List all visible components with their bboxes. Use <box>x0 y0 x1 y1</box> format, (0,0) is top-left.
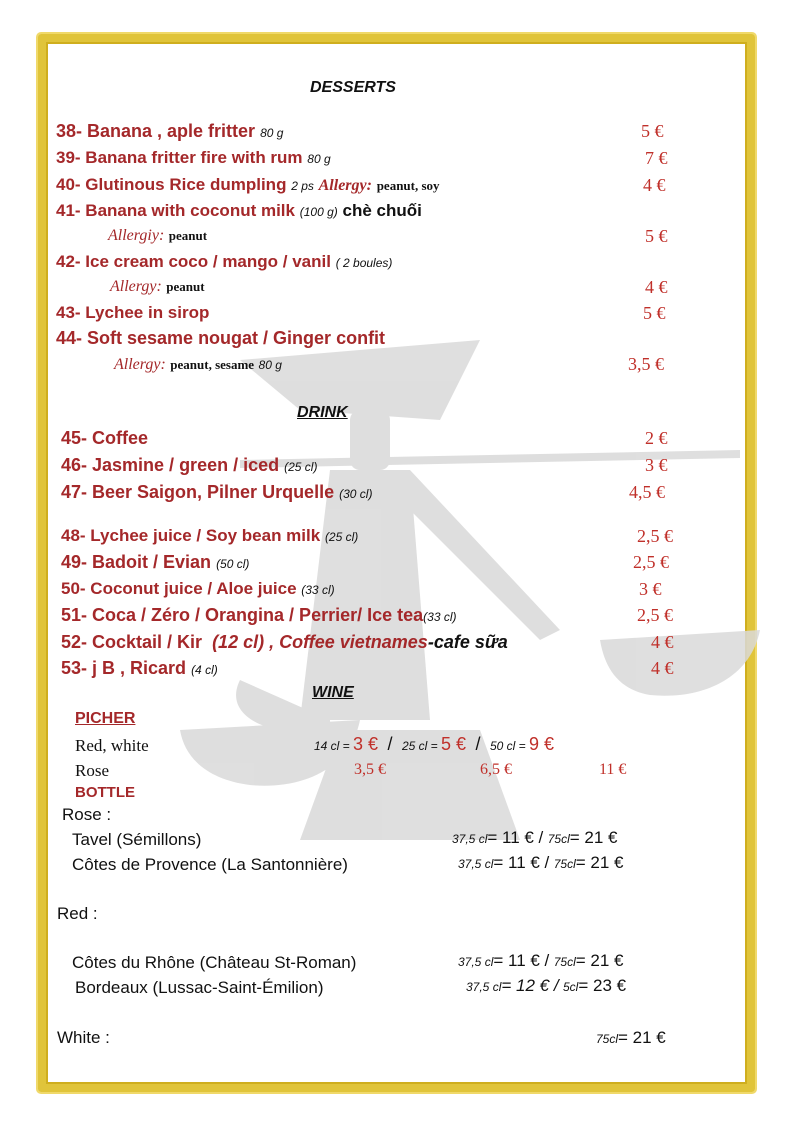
item-name: 41- Banana with coconut milk <box>56 201 295 220</box>
price-full: = 23 € <box>578 976 627 995</box>
item-name: 44- Soft sesame nougat / Ginger confit <box>56 328 386 348</box>
price-half: = 11 € / <box>487 828 544 847</box>
price-48: 2,5 € <box>637 526 673 546</box>
picher-rose-price-2: 6,5 € <box>480 761 512 778</box>
allergy-text: peanut, soy <box>376 178 440 193</box>
item-qty: 80 g <box>307 152 331 166</box>
item-qty: (25 cl) <box>284 460 318 474</box>
menu-item-42 <box>56 252 392 272</box>
price-half: = 12 € / <box>501 976 559 995</box>
item-name: 39- Banana fritter fire with rum <box>56 148 303 167</box>
item-qty: (100 g) <box>299 205 338 219</box>
bottle-heading: BOTTLE <box>75 784 135 801</box>
allergy-label: Allergy: <box>114 356 166 373</box>
wine-bordeaux: Bordeaux (Lussac-Saint-Émilion) <box>75 978 324 997</box>
item-note: chè chuối <box>342 201 422 220</box>
allergy-label: Allergy: <box>110 278 162 295</box>
qty-full: 75cl <box>553 857 576 871</box>
price-47: 4,5 € <box>629 482 665 502</box>
price-43: 5 € <box>643 303 666 323</box>
item-qty: 80 g <box>260 126 284 140</box>
menu-item-44 <box>56 328 385 349</box>
picher-rose-label: Rose <box>75 761 109 780</box>
price-52: 4 € <box>651 632 674 652</box>
price-38: 5 € <box>641 121 664 141</box>
qty-full: 75cl <box>547 832 570 846</box>
price-full: = 21 € <box>575 853 624 872</box>
picher-heading: PICHER <box>75 710 136 727</box>
menu-item-51 <box>61 605 457 626</box>
item-qty: (4 cl) <box>191 663 218 677</box>
item-extra-vn: -cafe sữa <box>427 632 508 652</box>
item-name: 43- Lychee in sirop <box>56 303 210 322</box>
item-qty: 80 g <box>258 358 282 372</box>
price-51: 2,5 € <box>637 605 673 625</box>
item-extra: (12 cl) , Coffee vietnames <box>212 632 428 652</box>
price-25cl: 5 € <box>441 734 467 754</box>
price-half: = 11 € / <box>493 951 550 970</box>
wine-cotes-provence: Côtes de Provence (La Santonnière) <box>72 855 348 874</box>
menu-item-40 <box>56 175 440 195</box>
allergy-41 <box>108 227 207 245</box>
menu-item-46 <box>61 455 317 476</box>
item-qty: (30 cl) <box>339 487 373 501</box>
wine-tavel: Tavel (Sémillons) <box>72 830 202 849</box>
price-full: = 21 € <box>618 1028 666 1047</box>
qty-25cl: 25 cl = <box>401 739 442 753</box>
picher-rose-price-3: 11 € <box>599 761 627 778</box>
price-full: = 21 € <box>575 951 624 970</box>
item-name: 40- Glutinous Rice dumpling <box>56 175 287 194</box>
drink-heading: DRINK <box>297 404 348 421</box>
menu-item-53 <box>61 658 218 679</box>
item-name: 50- Coconut juice / Aloe juice <box>61 579 297 598</box>
item-name: 46- Jasmine / green / iced <box>61 455 280 475</box>
menu-item-38 <box>56 121 283 142</box>
menu-item-48 <box>61 526 358 546</box>
item-qty: (33 cl) <box>301 583 335 597</box>
wine-bordeaux-prices <box>466 976 626 996</box>
wine-cotes-rhone-prices <box>458 951 624 971</box>
allergy-label: Allergy: <box>318 177 372 194</box>
wine-tavel-prices <box>452 828 618 848</box>
allergy-text: peanut, sesame <box>170 357 255 372</box>
item-name: 38- Banana , aple fritter <box>56 121 256 141</box>
price-14cl: 3 € <box>353 734 379 754</box>
qty-half: 37,5 cl <box>458 955 494 969</box>
menu-item-45 <box>61 428 148 449</box>
rose-label: Rose : <box>62 805 112 824</box>
qty-half: 37,5 cl <box>458 857 494 871</box>
item-name: 42- Ice cream coco / mango / vanil <box>56 252 331 271</box>
item-qty: (33 cl) <box>423 610 457 624</box>
item-qty: (50 cl) <box>216 557 250 571</box>
price-full: = 21 € <box>569 828 618 847</box>
item-name: 47- Beer Saigon, Pilner Urquelle <box>61 482 335 502</box>
menu-item-41 <box>56 201 422 221</box>
allergy-label: Allergiy: <box>108 227 165 244</box>
menu-item-39 <box>56 148 331 168</box>
desserts-heading: DESSERTS <box>310 79 396 96</box>
menu-item-47 <box>61 482 372 503</box>
item-qty: 2 ps <box>291 179 314 193</box>
price-41: 5 € <box>645 226 668 246</box>
price-half: = 11 € / <box>493 853 550 872</box>
qty-14cl: 14 cl = <box>314 739 354 753</box>
item-name: 45- Coffee <box>61 428 149 448</box>
red-label: Red : <box>57 904 98 923</box>
allergy-text: peanut <box>166 279 205 294</box>
price-40: 4 € <box>643 175 666 195</box>
wine-heading: WINE <box>312 684 354 701</box>
menu-item-43 <box>56 303 209 323</box>
wine-white-price <box>596 1028 666 1048</box>
picher-red-white-label: Red, white <box>75 736 149 755</box>
item-qty: ( 2 boules) <box>335 256 393 270</box>
menu-item-52 <box>61 632 508 653</box>
white-label: White : <box>57 1028 110 1047</box>
item-name: 53- j B , Ricard <box>61 658 187 678</box>
item-qty: (25 cl) <box>324 530 359 544</box>
item-name: 51- Coca / Zéro / Orangina / Perrier/ Ice tea <box>61 605 424 625</box>
qty-half: 37,5 cl <box>466 980 502 994</box>
wine-cotes-rhone: Côtes du Rhône (Château St-Roman) <box>72 953 357 972</box>
price-46: 3 € <box>645 455 668 475</box>
price-49: 2,5 € <box>633 552 669 572</box>
price-39: 7 € <box>645 148 668 168</box>
menu-item-50 <box>61 579 335 599</box>
price-53: 4 € <box>651 658 674 678</box>
menu-item-49 <box>61 552 249 573</box>
qty-half: 37,5 cl <box>452 832 488 846</box>
allergy-text: peanut <box>168 228 208 243</box>
qty-full: 5cl <box>563 980 579 994</box>
qty-full: 75cl <box>553 955 576 969</box>
item-name: 52- Cocktail / Kir <box>61 632 203 652</box>
price-44: 3,5 € <box>628 354 664 374</box>
allergy-42 <box>110 278 205 296</box>
price-42: 4 € <box>645 277 668 297</box>
allergy-44 <box>114 356 282 374</box>
item-name: 49- Badoit / Evian <box>61 552 212 572</box>
qty-50cl: 50 cl = <box>489 739 529 753</box>
picher-rose-price-1: 3,5 € <box>354 761 386 778</box>
price-50: 3 € <box>639 579 662 599</box>
price-50cl: 9 € <box>529 734 555 754</box>
price-45: 2 € <box>645 428 668 448</box>
picher-red-white-prices: 14 cl = 3 € / 25 cl = 5 € / 50 cl = 9 € <box>314 734 555 754</box>
item-name: 48- Lychee juice / Soy bean milk <box>61 526 321 545</box>
wine-cotes-provence-prices <box>458 853 624 873</box>
qty-full: 75cl <box>596 1032 619 1046</box>
